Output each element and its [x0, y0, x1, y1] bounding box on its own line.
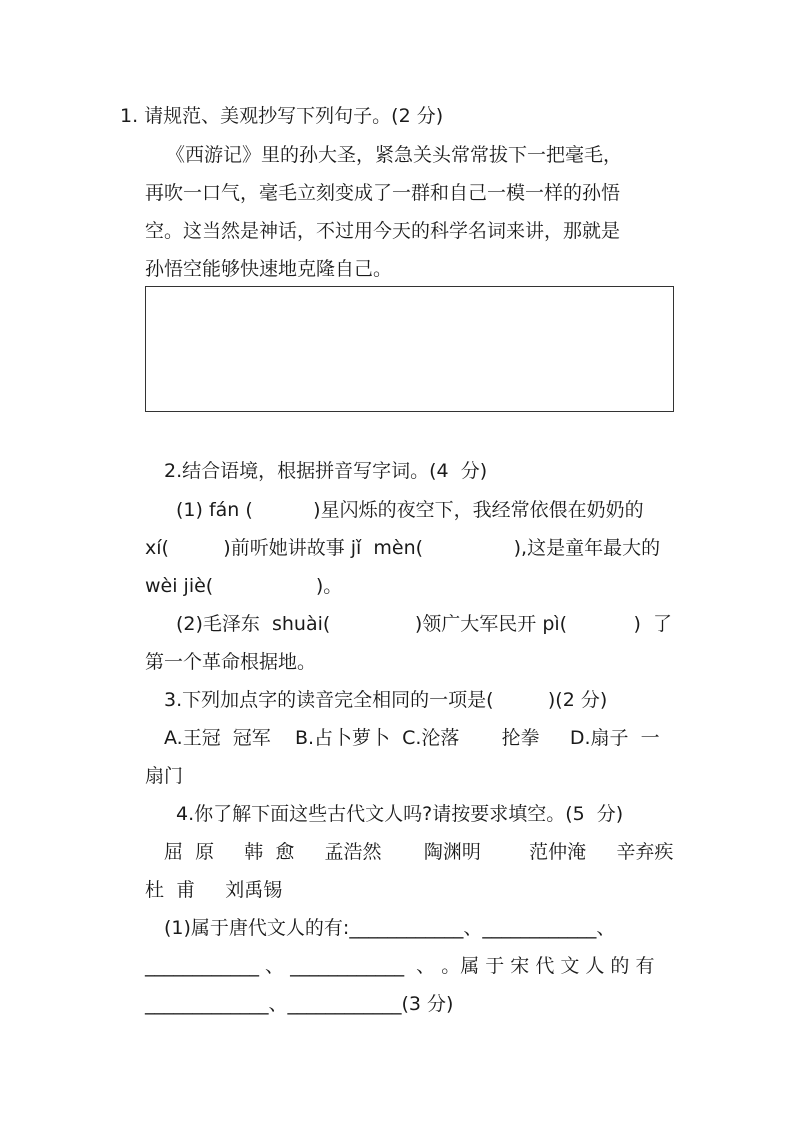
q3-options-line-2: 扇门: [145, 765, 184, 787]
q2-line-1: (1) fán ( )星闪烁的夜空下，我经常依偎在奶奶的: [176, 499, 644, 521]
q1-title: 1. 请规范、美观抄写下列句子。(2 分): [120, 105, 444, 127]
q4-blank-line-3: _____________、____________(3 分): [145, 993, 454, 1015]
q2-title: 2.结合语境，根据拼音写字词。(4 分): [164, 460, 488, 482]
q2-line-3: wèi jiè( )。: [145, 575, 343, 597]
q4-blank-line-1: (1)属于唐代文人的有:____________、____________、: [164, 917, 616, 939]
q1-passage-line-4: 孙悟空能够快速地克隆自己。: [145, 258, 393, 280]
q1-answer-box[interactable]: [145, 286, 674, 412]
q1-passage-line-3: 空。这当然是神话，不过用今天的科学名词来讲，那就是: [145, 220, 621, 242]
q3-options-line-1: A.王冠 冠军 B.占卜萝卜 C.沦落 抡拳 D.扇子 一: [164, 727, 660, 749]
q4-names-line-1: 屈 原 韩 愈 孟浩然 陶渊明 范仲淹 辛弃疾: [164, 841, 674, 863]
q1-passage-line-1: 《西游记》里的孙大圣，紧急关头常常拔下一把毫毛，: [166, 144, 623, 166]
q3-title: 3.下列加点字的读音完全相同的一项是( )(2 分): [164, 689, 608, 711]
q4-blank-line-2: ____________ 、 ____________ 、 。属 于 宋 代 文 人 的 有: [145, 955, 655, 977]
q2-line-4: (2)毛泽东 shuài( )领广大军民开 pì( ) 了: [176, 613, 672, 635]
q2-line-2: xí( )前听她讲故事 jǐ mèn( ),这是童年最大的: [145, 537, 661, 559]
q4-title: 4.你了解下面这些古代文人吗?请按要求填空。(5 分): [176, 803, 624, 825]
q4-names-line-2: 杜 甫 刘禹锡: [145, 879, 283, 901]
q1-passage-line-2: 再吹一口气，毫毛立刻变成了一群和自己一模一样的孙悟: [145, 182, 621, 204]
q2-line-5: 第一个革命根据地。: [145, 651, 317, 673]
